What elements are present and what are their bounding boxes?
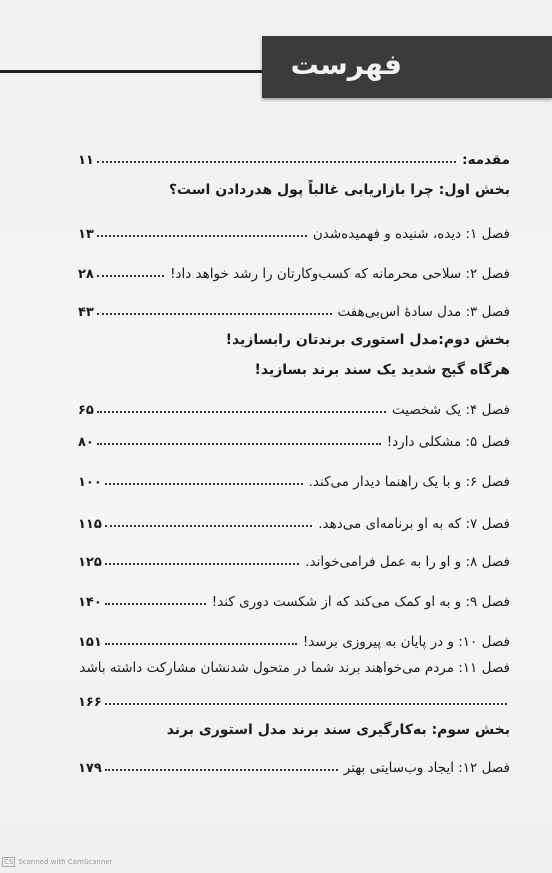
page-number: ۱۱: [78, 153, 94, 168]
page-title: فهرست: [290, 48, 402, 81]
toc-entry-ch2[interactable]: [78, 258, 510, 282]
page-number: ۱۴۰: [78, 595, 102, 610]
toc-entry-ch8[interactable]: [78, 546, 510, 570]
watermark-text: Scanned with CamScanner: [18, 858, 113, 866]
leader-dots: [105, 525, 312, 527]
header-rule: [0, 70, 270, 73]
leader-dots: [97, 161, 456, 163]
toc-entry-label: فصل ۶: و با یک راهنما دیدار می‌کند.: [308, 474, 510, 490]
toc-entry-label: فصل ۸: و او را به عمل فرامی‌خواند.: [305, 554, 510, 570]
toc-entry-label: فصل ۳: مدل سادهٔ اس‌بی‌هفت: [337, 304, 510, 320]
leader-dots: [105, 643, 297, 645]
leader-dots: [97, 443, 381, 445]
toc-entry-ch9[interactable]: [78, 586, 510, 610]
toc-entry-ch5[interactable]: [78, 426, 510, 450]
toc-entry-label: فصل ۴: یک شخصیت: [392, 402, 510, 418]
leader-dots: [97, 411, 386, 413]
leader-dots: [105, 563, 299, 565]
part-subheading: هرگاه گیج شدید یک سند برند بسازید!: [254, 362, 510, 378]
toc-entry-label: فصل ۱۲: ایجاد وب‌سایتی بهتر: [343, 760, 510, 776]
page-number: ۲۸: [78, 267, 94, 282]
leader-dots: [105, 769, 338, 771]
leader-dots: [105, 603, 206, 605]
toc-entry-ch10[interactable]: [78, 626, 510, 650]
page-number: ۱۳: [78, 227, 94, 242]
toc-entry-ch3[interactable]: [78, 296, 510, 320]
page-number: ۸۰: [78, 435, 94, 450]
part-heading: بخش سوم: به‌کارگیری سند برند مدل استوری برند: [166, 722, 510, 738]
toc-entry-ch7[interactable]: [78, 508, 510, 532]
toc-entry-ch4[interactable]: [78, 394, 510, 418]
toc-entry-label: فصل ۱: دیده، شنیده و فهمیده‌شدن: [312, 226, 510, 242]
toc-entry-intro[interactable]: [78, 144, 510, 168]
toc-entry-label: فصل ۱۰: و در پایان به پیروزی برسد!: [302, 634, 510, 650]
page-number: ۱۱۵: [78, 517, 102, 532]
camscanner-logo-icon: CS: [4, 858, 14, 866]
leader-dots: [105, 483, 303, 485]
page-number: ۱۷۹: [78, 761, 102, 776]
toc-entry-ch12[interactable]: [78, 752, 510, 776]
part-heading: بخش دوم:مدل استوری برندتان رابسازید!: [225, 332, 510, 348]
toc-entry-label: فصل ۵: مشکلی دارد!: [386, 434, 510, 450]
camscanner-watermark: [2, 857, 113, 867]
toc-entry-ch11-label[interactable]: فصل ۱۱: مردم می‌خواهند برند شما در متحول شدنشان مشارکت داشته باشد: [79, 660, 510, 676]
toc-entry-ch6[interactable]: [78, 466, 510, 490]
page-number: ۱۵۱: [78, 635, 102, 650]
page-number: ۴۳: [78, 305, 94, 320]
toc-entry-label: فصل ۹: و به او کمک می‌کند که از شکست دوری کند!: [211, 594, 510, 610]
page-number: ۱۲۵: [78, 555, 102, 570]
toc-entry-ch1[interactable]: [78, 218, 510, 242]
toc-entry-label: فصل ۲: سلاحی محرمانه که کسب‌وکارتان را رشد خواهد داد!: [170, 266, 510, 282]
page-number: ۱۶۶: [78, 695, 102, 710]
toc-entry-label: فصل ۷: که به او برنامه‌ای می‌دهد.: [318, 516, 510, 532]
page-number: ۱۰۰: [78, 475, 102, 490]
toc-entry-ch11-leader: [78, 686, 510, 710]
leader-dots: [97, 313, 332, 315]
toc-entry-label: مقدمه:: [462, 152, 510, 168]
title-banner: [262, 36, 552, 98]
leader-dots: [97, 275, 164, 277]
leader-dots: [97, 235, 307, 237]
page-number: ۶۵: [78, 403, 94, 418]
leader-dots: [105, 703, 507, 705]
part-heading: بخش اول: چرا بازاریابی غالباً پول هدردادن است؟: [168, 182, 510, 198]
